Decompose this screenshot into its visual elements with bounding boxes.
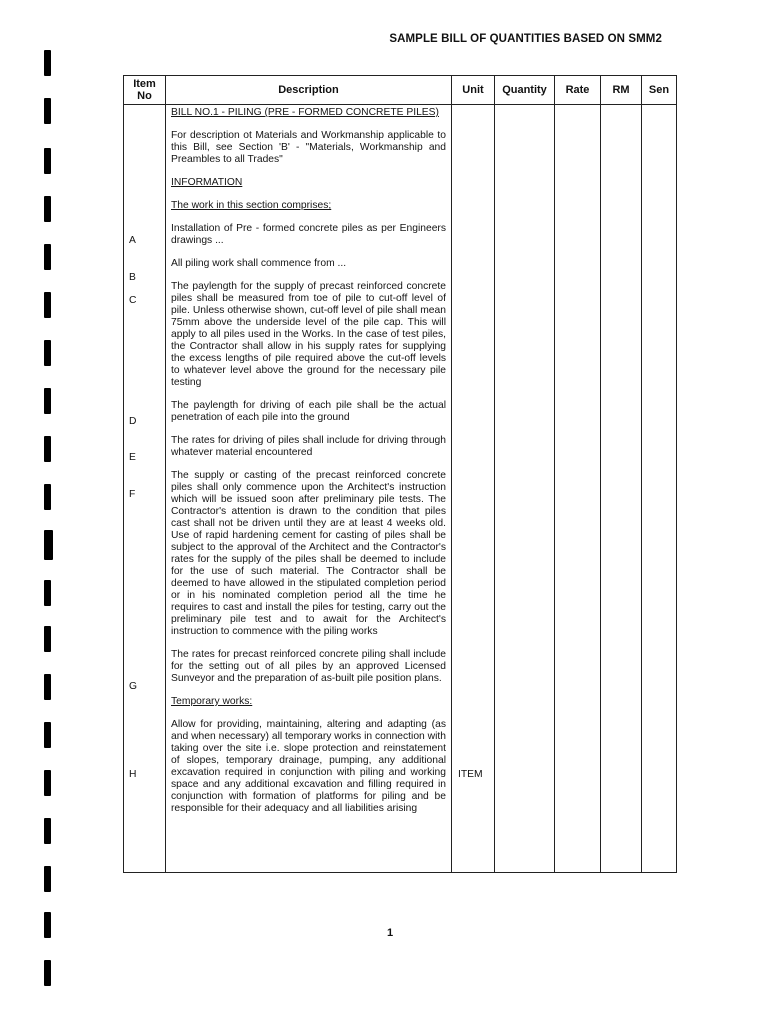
page-number: 1 (387, 927, 394, 939)
binding-mark (44, 388, 51, 414)
item-header-line2: No (137, 90, 152, 102)
column-header-description: Description (166, 76, 452, 105)
table-header-row (124, 76, 677, 105)
binding-mark (44, 818, 51, 844)
binding-mark (44, 770, 51, 796)
description-cell (166, 105, 452, 873)
binding-mark (44, 340, 51, 366)
rate-cell (555, 105, 601, 873)
bill-of-quantities-table (123, 75, 677, 873)
item-f-text: The supply or casting of the precast reinforced concrete piles shall only commence upon the Architect's instruction which will be issued soon after preliminary pile tests. The Contractor's attention is drawn to the condition that piles cast shall not be driven until they are at least 4 weeks old. Use of rapid hardening cement for casting of piles shall be subject to the approval of the Architect and the Contractor's rates for the supply of the piles shall be deemed to include for the use of such material. The Contractor shall be deemed to have allowed in the stipulated completion period or in his nominated completion period all the time he requires to cast and install the piles for testing, carry out the preliminary pile test and to await for the Architect's instruction to commence with the piling works (171, 470, 446, 637)
column-header-unit: Unit (452, 76, 495, 105)
item-letter-d: D (129, 416, 137, 427)
table-body-row (124, 105, 677, 873)
item-letter-b: B (129, 272, 136, 283)
item-a-text: Installation of Pre - formed concrete piles as per Engineers drawings ... (171, 223, 446, 246)
binding-mark (44, 912, 51, 938)
item-no-cell (124, 105, 166, 873)
bill-heading: BILL NO.1 - PILING (PRE - FORMED CONCRETE PILES) (171, 107, 439, 118)
item-e-text: The rates for driving of piles shall include for driving through whatever material encountered (171, 435, 446, 458)
item-letter-a: A (129, 235, 136, 246)
binding-mark (44, 292, 51, 318)
column-header-rate: Rate (555, 76, 601, 105)
unit-cell (452, 105, 495, 873)
rm-cell (601, 105, 642, 873)
column-header-item-no (124, 76, 166, 105)
binding-mark (44, 484, 51, 510)
item-letter-h: H (129, 769, 137, 780)
item-letter-g: G (129, 681, 138, 692)
item-h-unit: ITEM (458, 769, 483, 780)
information-heading: INFORMATION (171, 177, 243, 188)
binding-mark (44, 50, 51, 76)
binding-mark (44, 960, 51, 986)
item-letter-e: E (129, 452, 136, 463)
temporary-works-heading: Temporary works: (171, 696, 253, 707)
binding-mark (44, 580, 51, 606)
item-c-text: The paylength for the supply of precast reinforced concrete piles shall be measured from toe of pile to cut-off level of pile. Unless otherwise shown, cut-off level of pile shall mean 75mm above the underside level of the pile cap. This will apply to all piles used in the Works. In the case of test piles, the Contractor shall allow in his supply rates for supplying the excess lengths of pile required above the cut-off levels to whatever level above the ground for the necessary pile testing (171, 281, 446, 388)
binding-mark (44, 196, 51, 222)
binding-mark (44, 244, 51, 270)
column-header-sen: Sen (642, 76, 677, 105)
item-header-line1: Item (133, 78, 156, 90)
sen-cell (642, 105, 677, 873)
description-content (166, 105, 451, 815)
item-letter-f: F (129, 489, 136, 500)
binding-mark (44, 436, 51, 462)
document-title: SAMPLE BILL OF QUANTITIES BASED ON SMM2 (389, 33, 662, 45)
item-h-text: Allow for providing, maintaining, altering and adapting (as and when necessary) all temporary works in connection with taking over the site i.e. slope protection and reinstatement of slopes, temporary drainage, pumping, any additional excavation required in conjunction with piling and working space and any additional excavation and filling required in conjunction with formation of platforms for piling and be responsible for their adequacy and all liabilities arising (171, 719, 446, 814)
binding-mark (44, 530, 53, 560)
binding-mark (44, 722, 51, 748)
intro-paragraph: For description ot Materials and Workmanship applicable to this Bill, see Section 'B' - "Materials, Workmanship and Preambles to all Trades" (171, 130, 446, 165)
item-b-text: All piling work shall commence from ... (171, 258, 347, 269)
binding-mark (44, 626, 51, 652)
quantity-cell (495, 105, 555, 873)
binding-mark (44, 98, 51, 124)
binding-mark (44, 674, 51, 700)
binding-mark (44, 866, 51, 892)
item-letter-c: C (129, 295, 137, 306)
column-header-quantity: Quantity (495, 76, 555, 105)
item-d-text: The paylength for driving of each pile shall be the actual penetration of each pile into the ground (171, 400, 446, 423)
binding-mark (44, 148, 51, 174)
item-g-text: The rates for precast reinforced concrete piling shall include for the setting out of all piles by an approved Licensed Sunveyor and the preparation of as-built pile position plans. (171, 649, 446, 684)
column-header-rm: RM (601, 76, 642, 105)
work-heading: The work in this section comprises; (171, 200, 332, 211)
